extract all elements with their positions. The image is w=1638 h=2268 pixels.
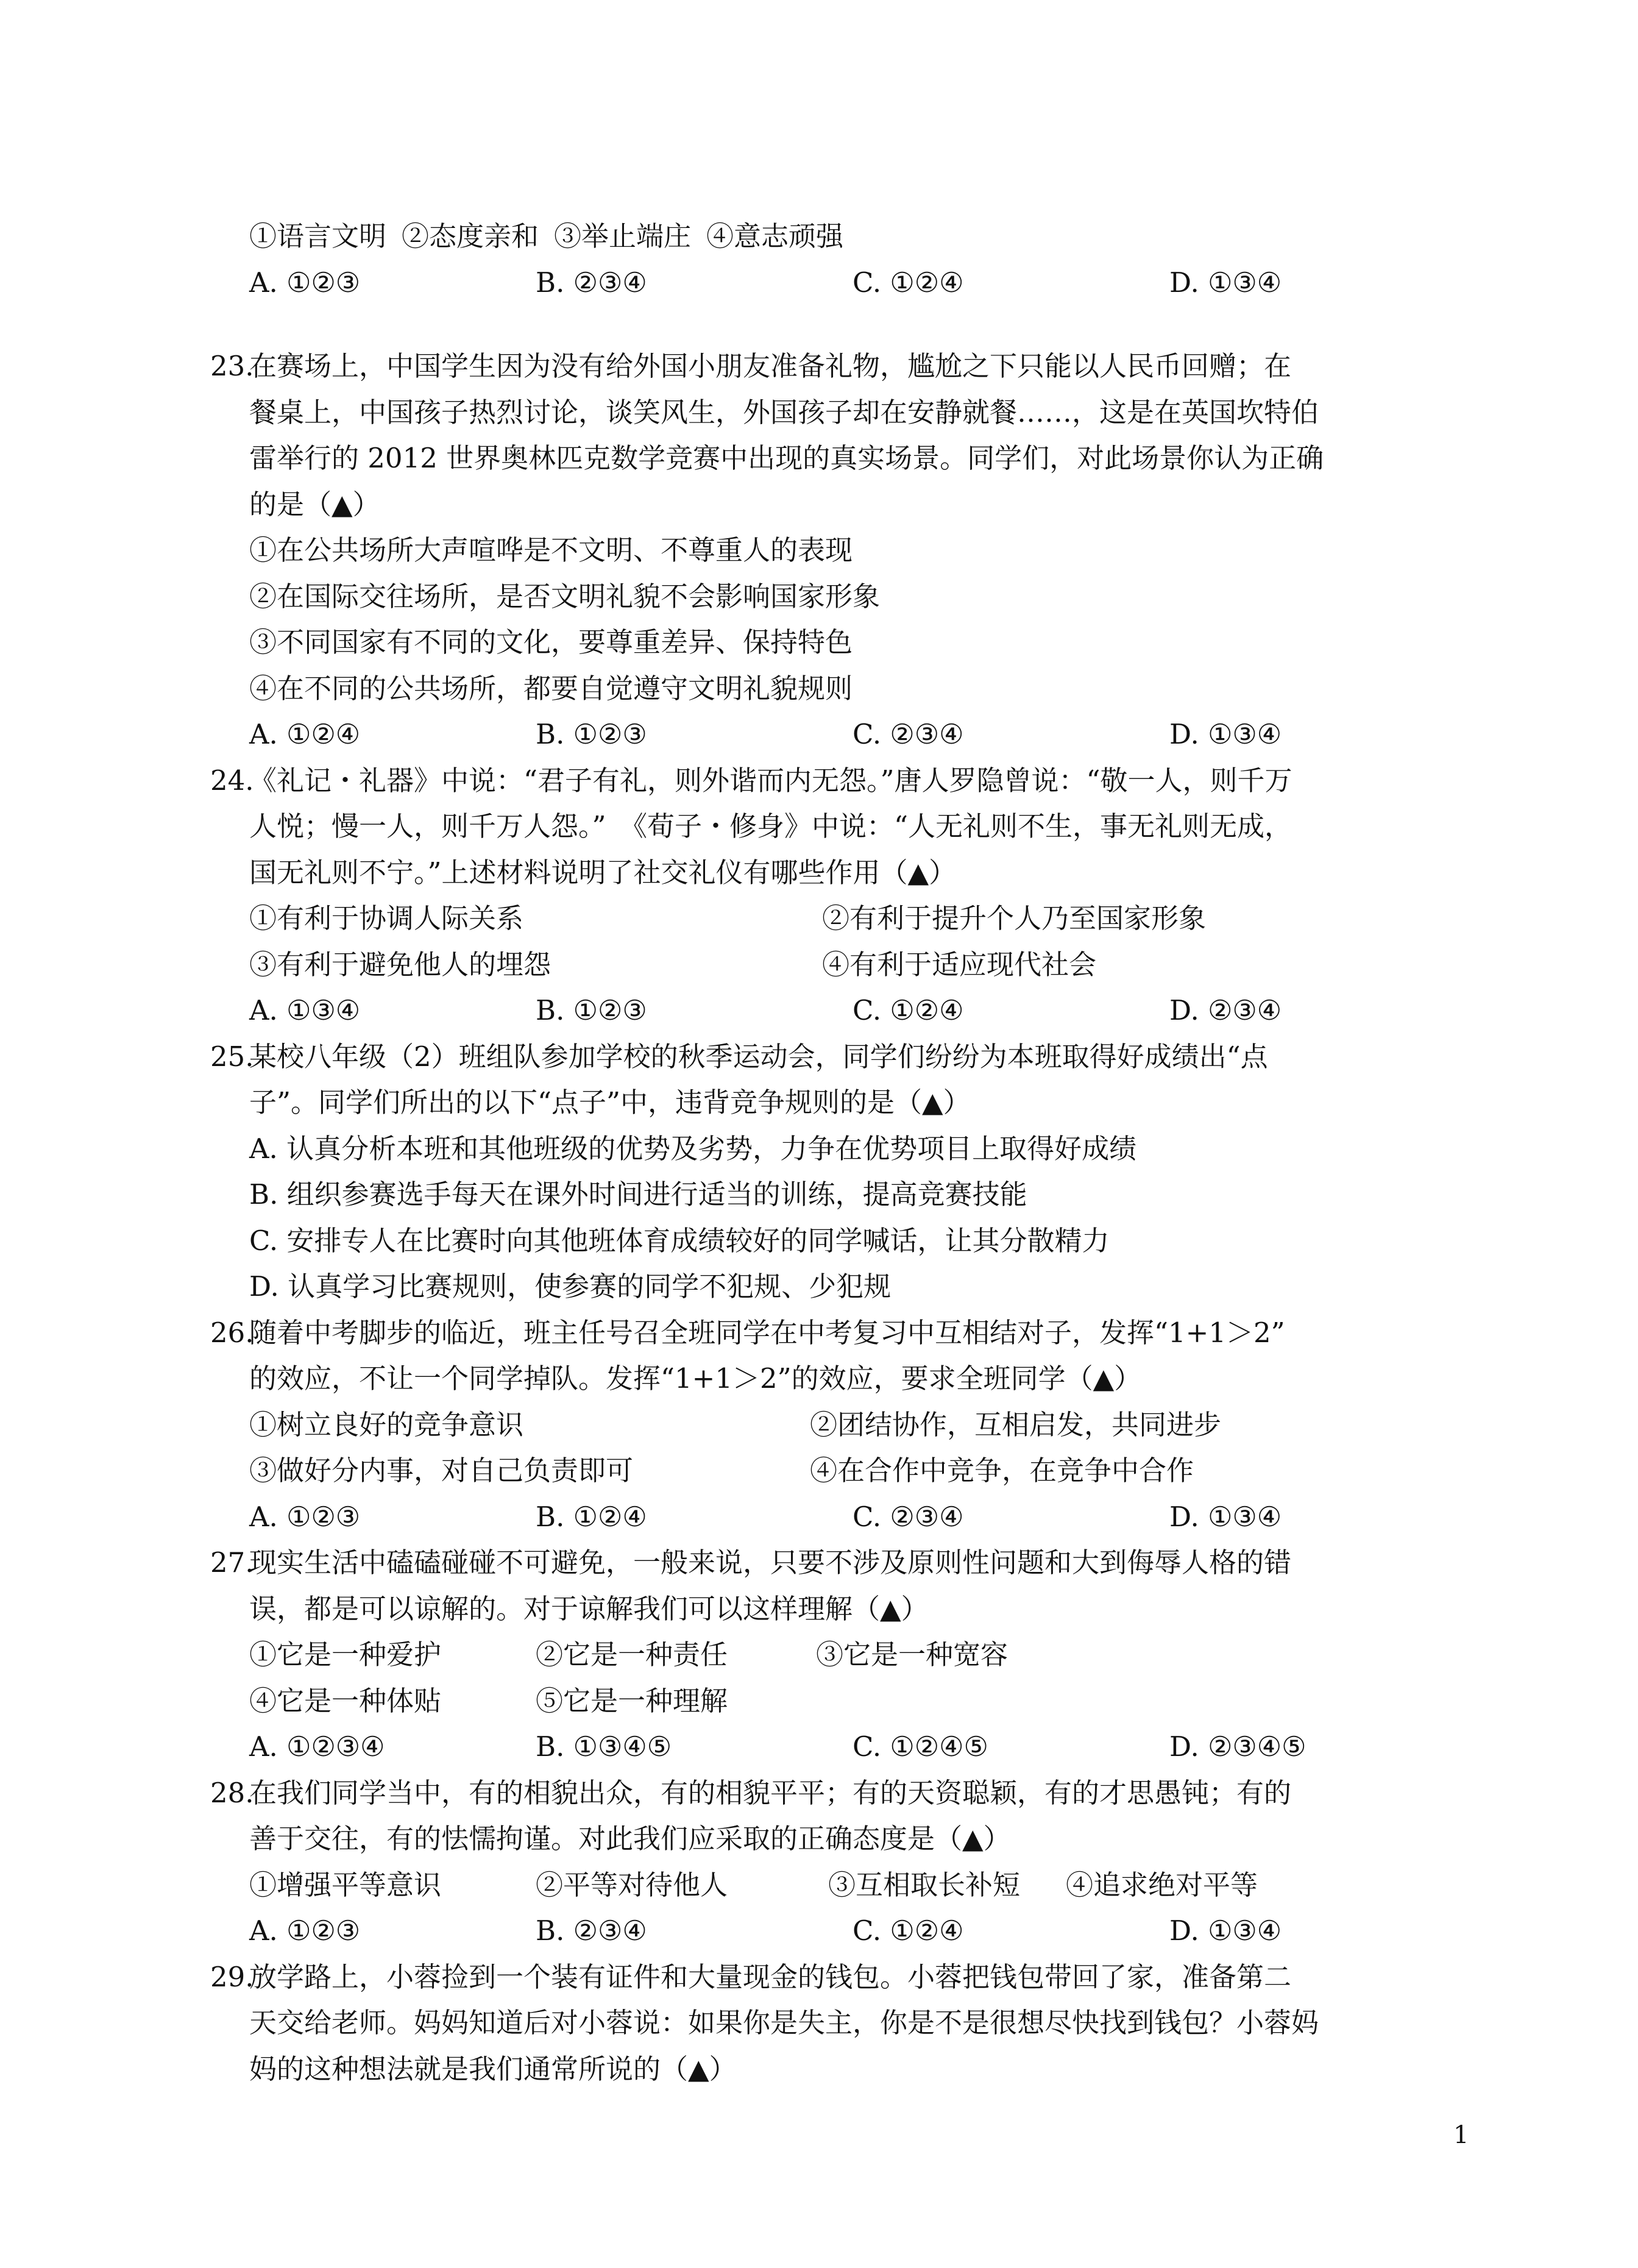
q22-statement-3: ③举止端庄 bbox=[554, 220, 692, 252]
question-stem-line: 《礼记・礼器》中说：“君子有礼，则外谐而内无怨。”唐人罗隐曾说：“敬一人，则千万 bbox=[249, 764, 1292, 797]
question-number: 28. bbox=[210, 1776, 254, 1809]
q22-option-a: A. ①②③ bbox=[249, 266, 361, 299]
q24-options bbox=[210, 987, 1459, 1034]
statement: ②平等对待他人 bbox=[536, 1868, 728, 1901]
question-stem-line: 天交给老师。妈妈知道后对小蓉说：如果你是失主，你是不是很想尽快找到钱包？小蓉妈 bbox=[249, 2007, 1319, 2039]
statement: ③做好分内事，对自己负责即可 bbox=[249, 1454, 634, 1487]
question-number: 25. bbox=[210, 1040, 254, 1073]
question-stem-line: 雷举行的 2012 世界奥林匹克数学竞赛中出现的真实场景。同学们，对此场景你认为正确 bbox=[249, 442, 1324, 474]
question-stem-line: 的是（▲） bbox=[249, 488, 380, 521]
question-stem-line: 某校八年级（2）班组队参加学校的秋季运动会，同学们纷纷为本班取得好成绩出“点 bbox=[249, 1040, 1268, 1073]
question-26 bbox=[210, 1310, 1459, 1540]
option-c: C. ①②④⑤ bbox=[853, 1730, 988, 1763]
statement: ⑤它是一种理解 bbox=[536, 1684, 728, 1717]
q22-options bbox=[210, 260, 1459, 306]
question-stem-line: 现实生活中磕磕碰碰不可避免，一般来说，只要不涉及原则性问题和大到侮辱人格的错 bbox=[249, 1546, 1292, 1579]
q22-statement-4: ④意志顽强 bbox=[706, 220, 844, 252]
statement-row bbox=[210, 942, 1459, 988]
statement: ③有利于避免他人的埋怨 bbox=[249, 948, 551, 981]
statement: ③不同国家有不同的文化，要尊重差异、保持特色 bbox=[249, 626, 853, 658]
statement: ④在不同的公共场所，都要自觉遵守文明礼貌规则 bbox=[249, 672, 853, 705]
question-number: 24. bbox=[210, 764, 254, 797]
question-stem-line: 误，都是可以谅解的。对于谅解我们可以这样理解（▲） bbox=[249, 1592, 929, 1625]
option-c: C. ②③④ bbox=[853, 1500, 964, 1533]
statement: ③互相取长补短 bbox=[828, 1868, 1021, 1901]
option-b: B. ①②③ bbox=[536, 718, 647, 750]
question-number: 26. bbox=[210, 1316, 254, 1349]
option-d: D. ①③④ bbox=[1169, 1914, 1282, 1947]
option-a: A. ①②③④ bbox=[249, 1730, 385, 1763]
option-a: A. ①②③ bbox=[249, 1500, 361, 1533]
question-stem-line: 餐桌上，中国孩子热烈讨论，谈笑风生，外国孩子却在安静就餐……，这是在英国坎特伯 bbox=[249, 396, 1319, 428]
question-stem-line: 人悦；慢一人，则千万人怨。” 《荀子・修身》中说：“人无礼则不生，事无礼则无成， bbox=[249, 810, 1292, 842]
option-c: C. ①②④ bbox=[853, 1914, 964, 1947]
statement: ①在公共场所大声喧哗是不文明、不尊重人的表现 bbox=[249, 534, 853, 566]
statement: ④有利于适应现代社会 bbox=[822, 948, 1097, 981]
option-d: D. ①③④ bbox=[1169, 1500, 1282, 1533]
question-stem-line: 放学路上，小蓉捡到一个装有证件和大量现金的钱包。小蓉把钱包带回了家，准备第二 bbox=[249, 1960, 1292, 1993]
question-number: 23. bbox=[210, 350, 254, 382]
statement: ④在合作中竞争，在竞争中合作 bbox=[810, 1454, 1194, 1487]
option-d: D. 认真学习比赛规则，使参赛的同学不犯规、少犯规 bbox=[249, 1270, 892, 1303]
question-stem-line: 善于交往，有的怯懦拘谨。对此我们应采取的正确态度是（▲） bbox=[249, 1822, 1011, 1855]
option-d: D. ②③④⑤ bbox=[1169, 1730, 1306, 1763]
q26-options bbox=[210, 1494, 1459, 1540]
statement-row bbox=[210, 895, 1459, 942]
question-number: 29. bbox=[210, 1960, 254, 1993]
statement: ④追求绝对平等 bbox=[1066, 1868, 1258, 1901]
page-number: 1 bbox=[1453, 2121, 1469, 2149]
page-content bbox=[210, 213, 1459, 2092]
question-number: 27. bbox=[210, 1546, 254, 1579]
question-24 bbox=[210, 758, 1459, 1034]
option-c: C. 安排专人在比赛时向其他班体育成绩较好的同学喊话，让其分散精力 bbox=[249, 1224, 1110, 1257]
q22-option-d: D. ①③④ bbox=[1169, 266, 1282, 299]
question-23 bbox=[210, 343, 1459, 758]
statement: ②有利于提升个人乃至国家形象 bbox=[822, 902, 1207, 934]
option-b: B. ①②④ bbox=[536, 1500, 647, 1533]
option-b: B. 组织参赛选手每天在课外时间进行适当的训练，提高竞赛技能 bbox=[249, 1178, 1027, 1210]
statement-row bbox=[210, 1678, 1459, 1724]
statement-row bbox=[210, 1448, 1459, 1494]
question-28 bbox=[210, 1770, 1459, 1954]
question-29 bbox=[210, 1954, 1459, 2092]
option-b: B. ①②③ bbox=[536, 994, 647, 1026]
q22-statement-1: ①语言文明 bbox=[249, 220, 387, 252]
question-25 bbox=[210, 1034, 1459, 1310]
statement: ③它是一种宽容 bbox=[816, 1638, 1009, 1671]
statement: ②在国际交往场所，是否文明礼貌不会影响国家形象 bbox=[249, 580, 881, 613]
statement-row bbox=[210, 1862, 1459, 1908]
option-b: B. ①③④⑤ bbox=[536, 1730, 672, 1763]
question-stem-line: 妈的这种想法就是我们通常所说的（▲） bbox=[249, 2052, 737, 2085]
option-c: C. ②③④ bbox=[853, 718, 964, 750]
q28-options bbox=[210, 1908, 1459, 1954]
option-a: A. ①②④ bbox=[249, 718, 361, 750]
statement-row bbox=[210, 1632, 1459, 1678]
statement: ④它是一种体贴 bbox=[249, 1684, 442, 1717]
option-c: C. ①②④ bbox=[853, 994, 964, 1026]
statement: ②团结协作，互相启发，共同进步 bbox=[810, 1408, 1222, 1441]
statement: ①它是一种爱护 bbox=[249, 1638, 442, 1671]
question-stem-line: 的效应，不让一个同学掉队。发挥“1+1＞2”的效应，要求全班同学（▲） bbox=[249, 1362, 1142, 1395]
question-stem-line: 在赛场上，中国学生因为没有给外国小朋友准备礼物，尴尬之下只能以人民币回赠；在 bbox=[249, 350, 1292, 382]
statement: ②它是一种责任 bbox=[536, 1638, 728, 1671]
option-a: A. ①②③ bbox=[249, 1914, 361, 1947]
statement-row bbox=[210, 1402, 1459, 1448]
q22-statements bbox=[210, 213, 1459, 260]
question-27 bbox=[210, 1540, 1459, 1770]
option-b: B. ②③④ bbox=[536, 1914, 647, 1947]
q22-option-b: B. ②③④ bbox=[536, 266, 647, 299]
statement: ①树立良好的竞争意识 bbox=[249, 1408, 524, 1441]
statement: ①增强平等意识 bbox=[249, 1868, 442, 1901]
question-stem-line: 子”。同学们所出的以下“点子”中，违背竞争规则的是（▲） bbox=[249, 1086, 971, 1118]
statement: ①有利于协调人际关系 bbox=[249, 902, 524, 934]
question-stem-line: 随着中考脚步的临近，班主任号召全班同学在中考复习中互相结对子，发挥“1+1＞2” bbox=[249, 1316, 1285, 1349]
q23-options bbox=[210, 711, 1459, 758]
q22-option-c: C. ①②④ bbox=[853, 266, 964, 299]
option-d: D. ①③④ bbox=[1169, 718, 1282, 750]
question-stem-line: 国无礼则不宁。”上述材料说明了社交礼仪有哪些作用（▲） bbox=[249, 856, 957, 889]
option-a: A. ①③④ bbox=[249, 994, 361, 1026]
option-d: D. ②③④ bbox=[1169, 994, 1282, 1026]
q22-statement-2: ②态度亲和 bbox=[402, 220, 539, 252]
q27-options bbox=[210, 1724, 1459, 1770]
option-a: A. 认真分析本班和其他班级的优势及劣势，力争在优势项目上取得好成绩 bbox=[249, 1132, 1137, 1165]
question-stem-line: 在我们同学当中，有的相貌出众，有的相貌平平；有的天资聪颖，有的才思愚钝；有的 bbox=[249, 1776, 1292, 1809]
